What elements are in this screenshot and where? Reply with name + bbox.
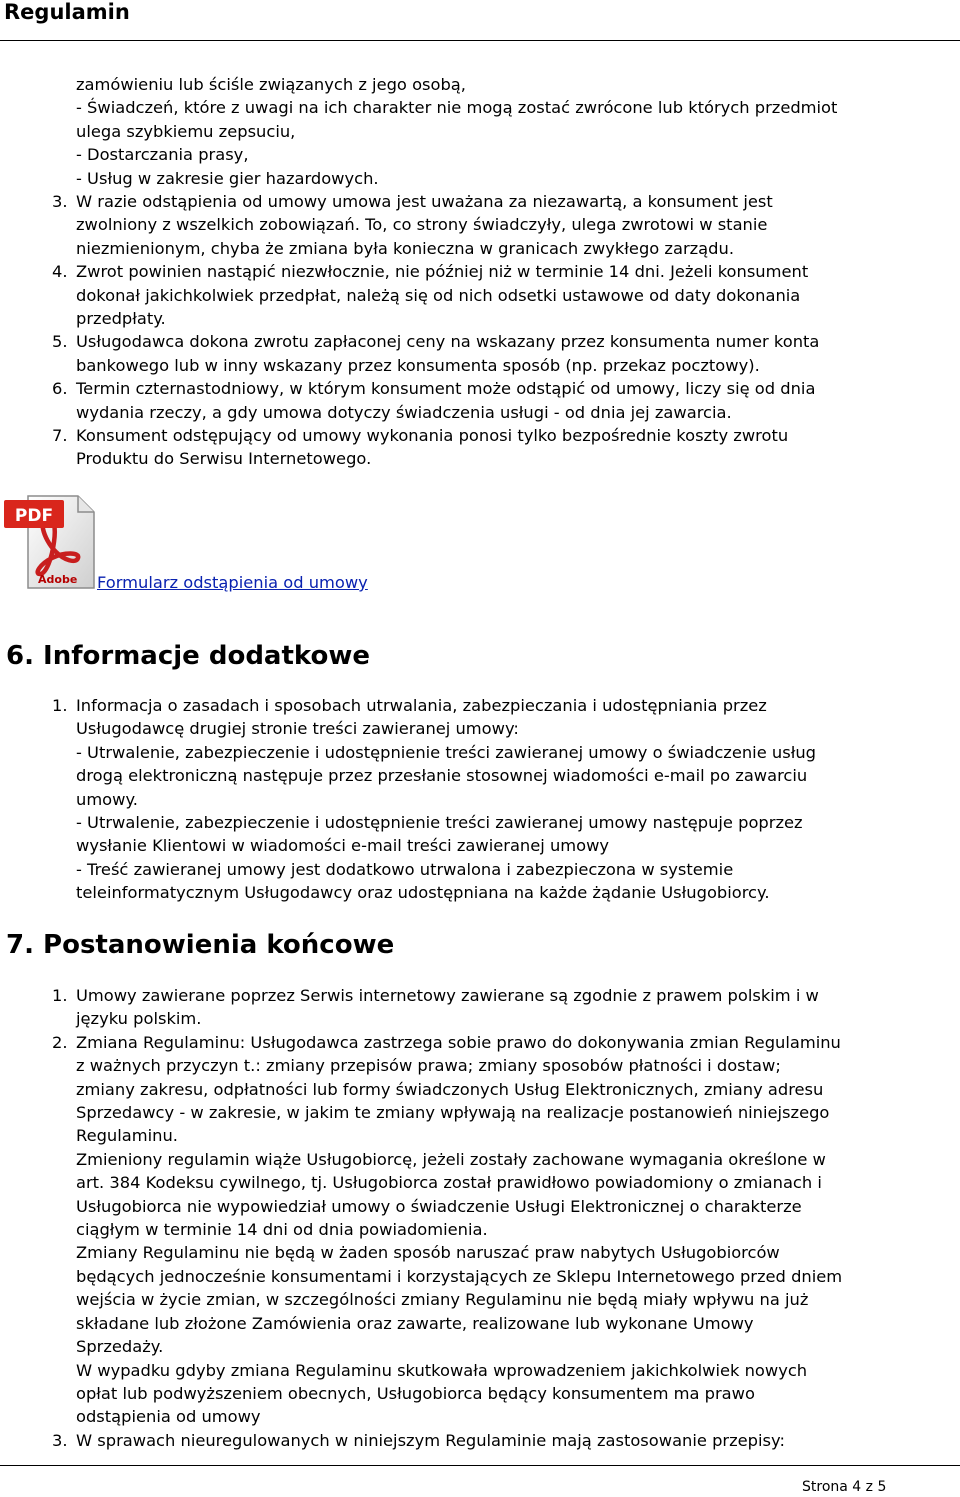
text-line: Informacja o zasadach i sposobach utrwalania, zabezpieczania i udostępniania przez [76,696,767,715]
text-line: umowy. [76,789,138,809]
text-line: - Utrwalenie, zabezpieczenie i udostępnienie treści zawieranej umowy następuje poprzez [76,813,803,833]
text-line: opłat lub podwyższeniem obecnych, Usługobiorca będący konsumentem ma prawo [76,1383,755,1403]
text-line: - Utrwalenie, zabezpieczenie i udostępnienie treści zawieranej umowy o świadczenie usług [76,742,816,762]
header-divider [0,40,960,41]
text-line: języku polskim. [76,1009,202,1029]
text-line: Zwrot powinien nastąpić niezwłocznie, nie później niż w terminie 14 dni. Jeżeli konsument [76,262,809,282]
pdf-file-icon[interactable] [4,494,96,590]
text-line: Zmieniony regulamin wiąże Usługobiorcę, jeżeli zostały zachowane wymagania określone w [76,1149,826,1169]
pdf-form-row [0,494,960,594]
list-item [0,377,960,424]
text-line: zamówieniu lub ściśle związanych z jego osobą, [76,75,466,94]
item-number: 2. [52,1032,68,1052]
item-number: 6. [52,379,68,399]
withdrawal-list [0,190,960,471]
text-line: Usługobiorca nie wypowiedział umowy o świadczenie Usługi Elektronicznej o charakterze [76,1196,802,1216]
text-line: - Dostarczania prasy, [76,145,249,165]
text-line: bankowego lub w inny wskazany przez konsumenta sposób (np. przekaz pocztowy). [76,355,760,375]
item-number: 4. [52,262,68,282]
text-line: wydania rzeczy, a gdy umowa dotyczy świadczenia usługi - od dnia jej zawarcia. [76,402,732,422]
list-item [0,190,960,260]
text-line: z ważnych przyczyn t.: zmiany przepisów prawa; zmiany sposobów płatności i dostaw; [76,1056,781,1076]
text-line: wejścia w życie zmian, w szczególności zmiany Regulaminu nie będą miały wpływu na już [76,1290,809,1310]
text-line: składane lub złożone Zamówienia oraz zawarte, realizowane lub wykonane Umowy [76,1313,754,1333]
text-line: odstąpienia od umowy [76,1407,261,1427]
text-line: zwolniony z wszelkich zobowiązań. To, co strony świadczyły, ulega zwrotowi w stanie [76,215,768,235]
text-line: zmiany zakresu, odpłatności lub formy świadczonych Usług Elektronicznych, zmiany adresu [76,1079,824,1099]
text-line: - Usług w zakresie gier hazardowych. [76,168,379,188]
text-line: Regulaminu. [76,1126,178,1146]
text-line: Produktu do Serwisu Internetowego. [76,449,372,469]
footer-divider [0,1465,960,1466]
section6-list [0,694,960,905]
item-number: 3. [52,192,68,211]
item-number: 1. [52,696,68,715]
list-item [0,984,960,1031]
text-line: Termin czternastodniowy, w którym konsument może odstąpić od umowy, liczy się od dnia [76,379,816,399]
list-item [0,1429,960,1452]
text-line: W sprawach nieuregulowanych w niniejszym Regulaminie mają zastosowanie przepisy: [76,1430,785,1450]
continuation-text [76,73,960,190]
text-line: ciągłym w terminie 14 dni od dnia powiadomienia. [76,1220,488,1240]
text-line: ulega szybkiemu zepsuciu, [76,121,296,141]
item-number: 7. [52,426,68,446]
text-line: W wypadku gdyby zmiana Regulaminu skutkowała wprowadzeniem jakichkolwiek nowych [76,1360,808,1380]
svg-text:Adobe: Adobe [38,573,78,586]
svg-text:PDF: PDF [14,506,54,526]
section7-list [0,984,960,1452]
page-title: Regulamin [4,0,130,24]
text-line: teleinformatycznym Usługodawcy oraz udostępniana na każde żądanie Usługobiorcy. [76,883,770,903]
section-heading-7: 7. Postanowienia końcowe [6,930,395,960]
list-item [0,694,960,905]
item-number: 1. [52,986,68,1005]
text-line: Sprzedawcy - w zakresie, w jakim te zmiany wpływają na realizacje postanowień niniejszego [76,1103,830,1123]
text-line: - Treść zawieranej umowy jest dodatkowo utrwalona i zabezpieczona w systemie [76,859,734,879]
text-line: art. 384 Kodeksu cywilnego, tj. Usługobiorca został prawidłowo powiadomiony o zmianach i [76,1173,822,1193]
list-item [0,260,960,330]
text-line: drogą elektroniczną następuje przez przesłanie stosownej wiadomości e-mail po zawarciu [76,766,808,786]
text-line: dokonał jakichkolwiek przedpłat, należą się od nich odsetki ustawowe od daty dokonania [76,285,801,305]
item-number: 5. [52,332,68,352]
text-line: wysłanie Klientowi w wiadomości e-mail treści zawieranej umowy [76,836,610,856]
section-heading-6: 6. Informacje dodatkowe [6,641,371,671]
text-line: Konsument odstępujący od umowy wykonania ponosi tylko bezpośrednie koszty zwrotu [76,426,789,446]
text-line: przedpłaty. [76,309,166,329]
text-line: będących jednocześnie konsumentami i korzystających ze Sklepu Internetowego przed dniem [76,1266,843,1286]
text-line: W razie odstąpienia od umowy umowa jest uważana za niezawartą, a konsument jest [76,192,773,211]
list-item [0,1031,960,1429]
text-line: Umowy zawierane poprzez Serwis internetowy zawierane są zgodnie z prawem polskim i w [76,986,819,1005]
list-item [0,330,960,377]
text-line: Usługodawcę drugiej stronie treści zawieranej umowy: [76,719,519,739]
list-item [0,424,960,471]
text-line: Zmiana Regulaminu: Usługodawca zastrzega sobie prawo do dokonywania zmian Regulaminu [76,1032,841,1052]
text-line: Sprzedaży. [76,1337,164,1357]
text-line: - Świadczeń, które z uwagi na ich charakter nie mogą zostać zwrócone lub których przedmiot [76,98,838,118]
item-number: 3. [52,1430,68,1450]
text-line: Zmiany Regulaminu nie będą w żaden sposób naruszać praw nabytych Usługobiorców [76,1243,780,1263]
text-line: niezmienionym, chyba że zmiana była konieczna w granicach zwykłego zarządu. [76,238,734,258]
withdrawal-form-link[interactable]: Formularz odstąpienia od umowy [97,573,368,592]
page-number: Strona 4 z 5 [802,1479,887,1495]
text-line: Usługodawca dokona zwrotu zapłaconej ceny na wskazany przez konsumenta numer konta [76,332,820,352]
